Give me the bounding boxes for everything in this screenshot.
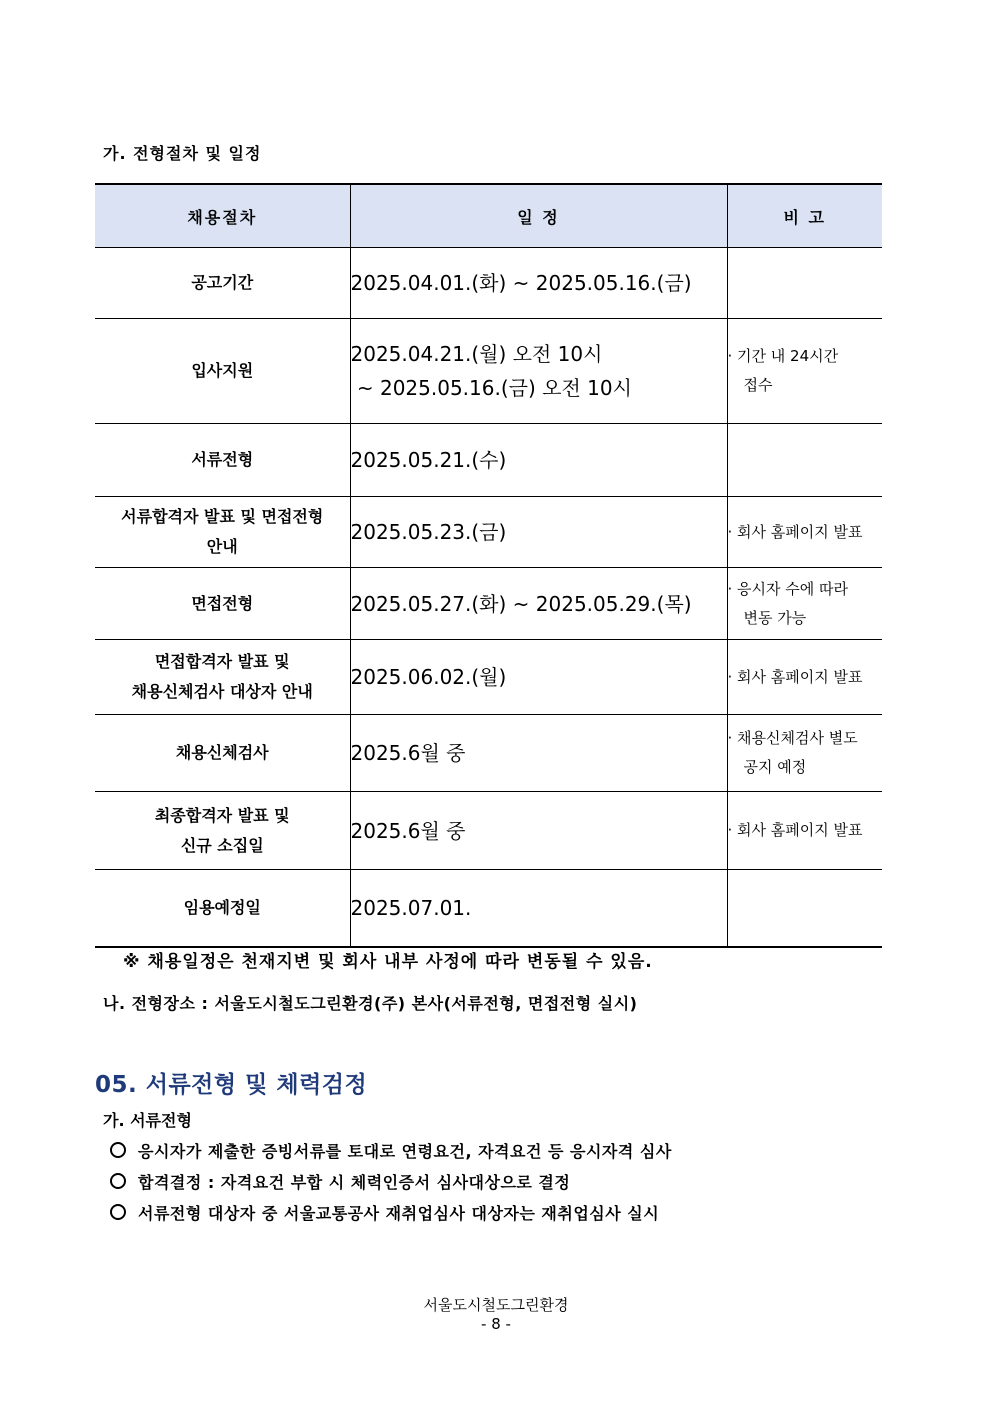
table-row bbox=[95, 792, 882, 870]
step-text: 입사지원 bbox=[191, 361, 254, 380]
cell-note bbox=[727, 497, 882, 568]
bullet-item bbox=[110, 1139, 672, 1162]
table-row bbox=[95, 424, 882, 497]
date-text: 2025.04.01.(화) ~ 2025.05.16.(금) bbox=[350, 271, 692, 295]
cell-note bbox=[727, 568, 882, 640]
cell-step bbox=[95, 248, 350, 319]
cell-date bbox=[350, 715, 727, 792]
date-text: 2025.6월 중 bbox=[350, 741, 466, 765]
note-text: 변동 가능 bbox=[743, 608, 807, 627]
bullet-text: 서류전형 대상자 중 서울교통공사 재취업심사 대상자는 재취업심사 실시 bbox=[138, 1204, 660, 1223]
step-text: 면접전형 bbox=[191, 593, 254, 613]
cell-step bbox=[95, 568, 350, 640]
cell-note bbox=[727, 792, 882, 870]
cell-step bbox=[95, 497, 350, 568]
page-number: - 8 - bbox=[481, 1315, 511, 1333]
sub-heading-document-screening: 가. 서류전형 bbox=[103, 1111, 192, 1130]
table-row bbox=[95, 640, 882, 715]
cell-date bbox=[350, 792, 727, 870]
cell-note bbox=[727, 424, 882, 497]
bullet-item bbox=[110, 1201, 659, 1224]
step-text: 안내 bbox=[206, 537, 238, 556]
date-text: 2025.04.21.(월) 오전 10시 bbox=[350, 342, 603, 366]
note-text: 접수 bbox=[743, 376, 773, 394]
cell-note bbox=[727, 319, 882, 424]
cell-date bbox=[350, 319, 727, 424]
table-header-row bbox=[95, 184, 882, 248]
bullet-item bbox=[110, 1170, 570, 1193]
schedule-table bbox=[95, 183, 882, 948]
cell-date bbox=[350, 248, 727, 319]
cell-date bbox=[350, 424, 727, 497]
cell-date bbox=[350, 497, 727, 568]
circle-bullet-icon bbox=[110, 1173, 126, 1189]
date-text: 2025.05.23.(금) bbox=[350, 520, 507, 544]
step-text: 최종합격자 발표 및 bbox=[154, 805, 290, 825]
step-text: 신규 소집일 bbox=[180, 835, 264, 855]
cell-step bbox=[95, 715, 350, 792]
exam-place: 나. 전형장소 : 서울도시철도그린환경(주) 본사(서류전형, 면접전형 실시) bbox=[103, 994, 638, 1013]
date-text: ~ 2025.05.16.(금) 오전 10시 bbox=[350, 376, 632, 400]
cell-note bbox=[727, 715, 882, 792]
bullet-text: 응시자가 제출한 증빙서류를 토대로 연령요건, 자격요건 등 응시자격 심사 bbox=[138, 1142, 672, 1161]
footer-organization: 서울도시철도그린환경 bbox=[423, 1296, 569, 1314]
step-text: 공고기간 bbox=[191, 273, 254, 292]
note-text: · 회사 홈페이지 발표 bbox=[727, 667, 863, 686]
header-note: 비 고 bbox=[727, 184, 882, 248]
cell-step bbox=[95, 319, 350, 424]
schedule-notice: ※ 채용일정은 천재지변 및 회사 내부 사정에 따라 변동될 수 있음. bbox=[123, 952, 653, 972]
table-row bbox=[95, 319, 882, 424]
note-text: · 회사 홈페이지 발표 bbox=[727, 522, 863, 541]
step-text: 채용신체검사 bbox=[175, 743, 269, 762]
note-text: · 응시자 수에 따라 bbox=[727, 579, 849, 598]
step-text: 채용신체검사 대상자 안내 bbox=[131, 682, 313, 701]
table-row bbox=[95, 497, 882, 568]
step-text: 임용예정일 bbox=[183, 897, 261, 917]
cell-date bbox=[350, 568, 727, 640]
table-row bbox=[95, 568, 882, 640]
circle-bullet-icon bbox=[110, 1204, 126, 1220]
cell-note bbox=[727, 640, 882, 715]
step-text: 서류합격자 발표 및 면접전형 bbox=[121, 507, 324, 526]
bullet-text: 합격결정 : 자격요건 부합 시 체력인증서 심사대상으로 결정 bbox=[138, 1173, 571, 1192]
step-text: 서류전형 bbox=[191, 450, 254, 469]
cell-note bbox=[727, 248, 882, 319]
circle-bullet-icon bbox=[110, 1142, 126, 1158]
date-text: 2025.06.02.(월) bbox=[350, 665, 507, 689]
note-text: · 기간 내 24시간 bbox=[727, 347, 839, 365]
table-row bbox=[95, 715, 882, 792]
cell-step bbox=[95, 424, 350, 497]
date-text: 2025.05.21.(수) bbox=[350, 448, 507, 472]
cell-date bbox=[350, 870, 727, 947]
cell-step bbox=[95, 792, 350, 870]
note-text: 공지 예정 bbox=[743, 758, 807, 776]
header-date: 일 정 bbox=[350, 184, 727, 248]
section-title-05: 05. 서류전형 및 체력검정 bbox=[95, 1072, 368, 1098]
date-text: 2025.07.01. bbox=[350, 895, 472, 920]
date-text: 2025.05.27.(화) ~ 2025.05.29.(목) bbox=[350, 591, 692, 616]
date-text: 2025.6월 중 bbox=[350, 818, 466, 843]
note-text: · 회사 홈페이지 발표 bbox=[727, 821, 863, 839]
table-row bbox=[95, 870, 882, 947]
cell-step bbox=[95, 870, 350, 947]
cell-step bbox=[95, 640, 350, 715]
step-text: 면접합격자 발표 및 bbox=[154, 652, 290, 671]
cell-date bbox=[350, 640, 727, 715]
note-text: · 채용신체검사 별도 bbox=[727, 729, 858, 747]
section-heading-schedule: 가. 전형절차 및 일정 bbox=[103, 144, 262, 163]
table-row bbox=[95, 248, 882, 319]
cell-note bbox=[727, 870, 882, 947]
header-step: 채용절차 bbox=[95, 184, 350, 248]
